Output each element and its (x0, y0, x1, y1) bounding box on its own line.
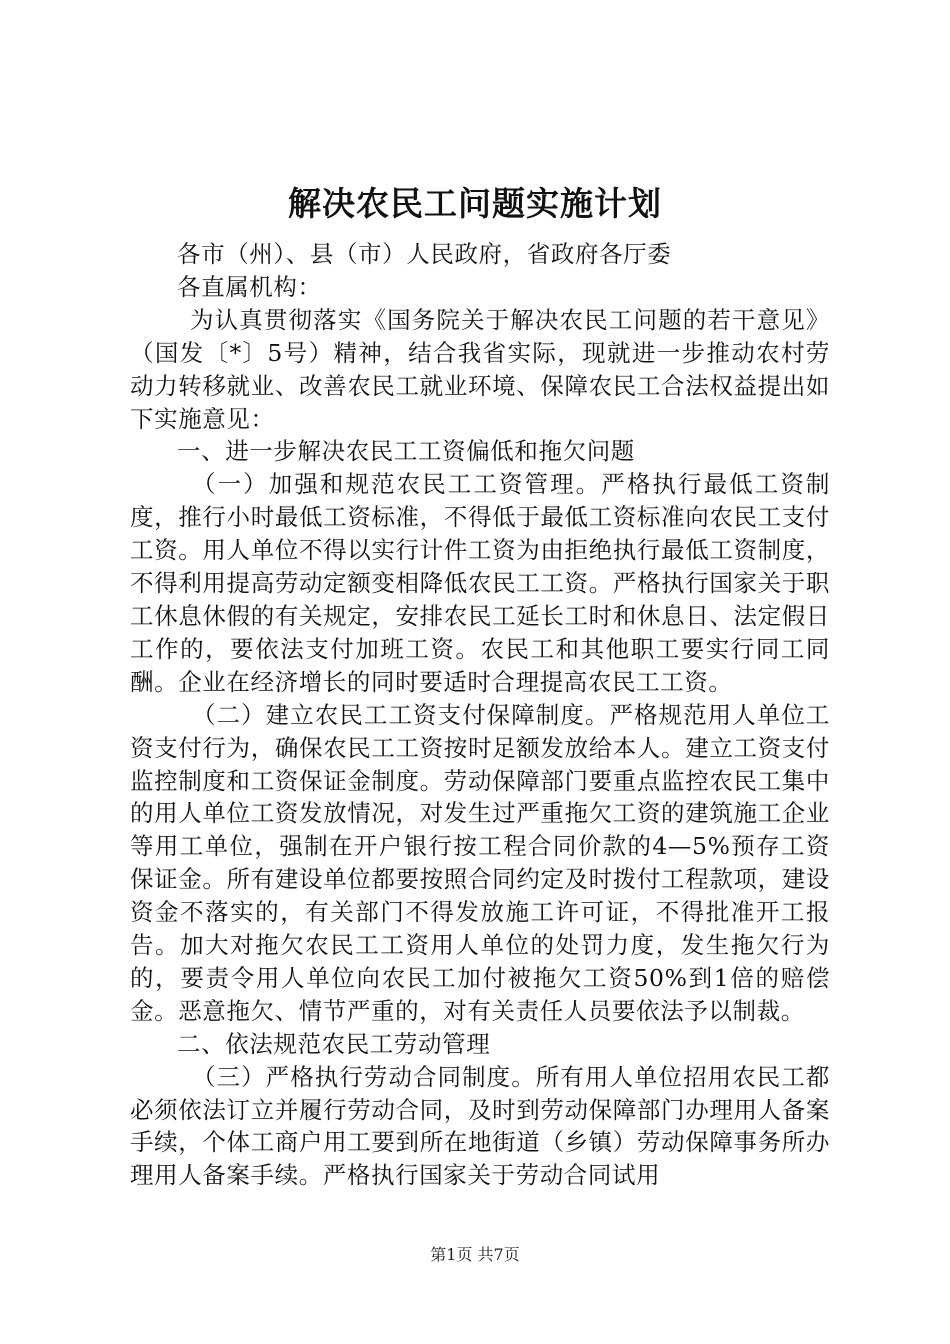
salutation-line-2: 各直属机构： (177, 272, 322, 301)
paragraph-intro: 为认真贯彻落实《国务院关于解决农民工问题的若干意见》（国发〔*〕5号）精神，结合我省实际，现就进一步推动农村劳动力转移就业、改善农民工就业环境、保障农民工合法权益提出如下实施意见： (130, 305, 830, 433)
section-heading-1: 一、进一步解决农民工工资偏低和拖欠问题 (177, 437, 635, 466)
page-indicator: 第1页 共7页 (430, 1245, 520, 1264)
paragraph-item-2: （二）建立农民工工资支付保障制度。严格规范用人单位工资支付行为，确保农民工工资按时足额发放给本人。建立工资支付监控制度和工资保证金制度。劳动保障部门要重点监控农民工集中的用人单位工资发放情况，对发生过严重拖欠工资的建筑施工企业等用工单位，强制在开户银行按工程合同价款的4—5%预存工资保证金。所有建设单位都要按照合同约定及时拨付工程款项，建设资金不落实的，有关部门不得发放施工许可证，不得批准开工报告。加大对拖欠农民工工资用人单位的处罚力度，发生拖欠行为的，要责令用人单位向农民工加付被拖欠工资50%到1倍的赔偿金。恶意拖欠、情节严重的，对有关责任人员要依法予以制裁。 (130, 700, 830, 1025)
section-heading-2: 二、依法规范农民工劳动管理 (177, 1029, 491, 1058)
salutation-line-1: 各市（州）、县（市）人民政府，省政府各厅委 (177, 240, 672, 268)
document-body (130, 238, 830, 1192)
document-title: 解决农民工问题实施计划 (288, 184, 662, 223)
paragraph-item-1: （一）加强和规范农民工工资管理。严格执行最低工资制度，推行小时最低工资标准，不得低于最低工资标准向农民工支付工资。用人单位不得以实行计件工资为由拒绝执行最低工资制度，不得利用提高劳动定额变相降低农民工工资。严格执行国家关于职工休息休假的有关规定，安排农民工延长工时和休息日、法定假日工作的，要依法支付加班工资。农民工和其他职工要实行同工同酬。企业在经济增长的同时要适时合理提高农民工工资。 (130, 470, 830, 696)
paragraph-item-3: （三）严格执行劳动合同制度。所有用人单位招用农民工都必须依法订立并履行劳动合同，及时到劳动保障部门办理用人备案手续，个体工商户用工要到所在地街道（乡镇）劳动保障事务所办理用人备案手续。严格执行国家关于劳动合同试用 (130, 1062, 830, 1190)
